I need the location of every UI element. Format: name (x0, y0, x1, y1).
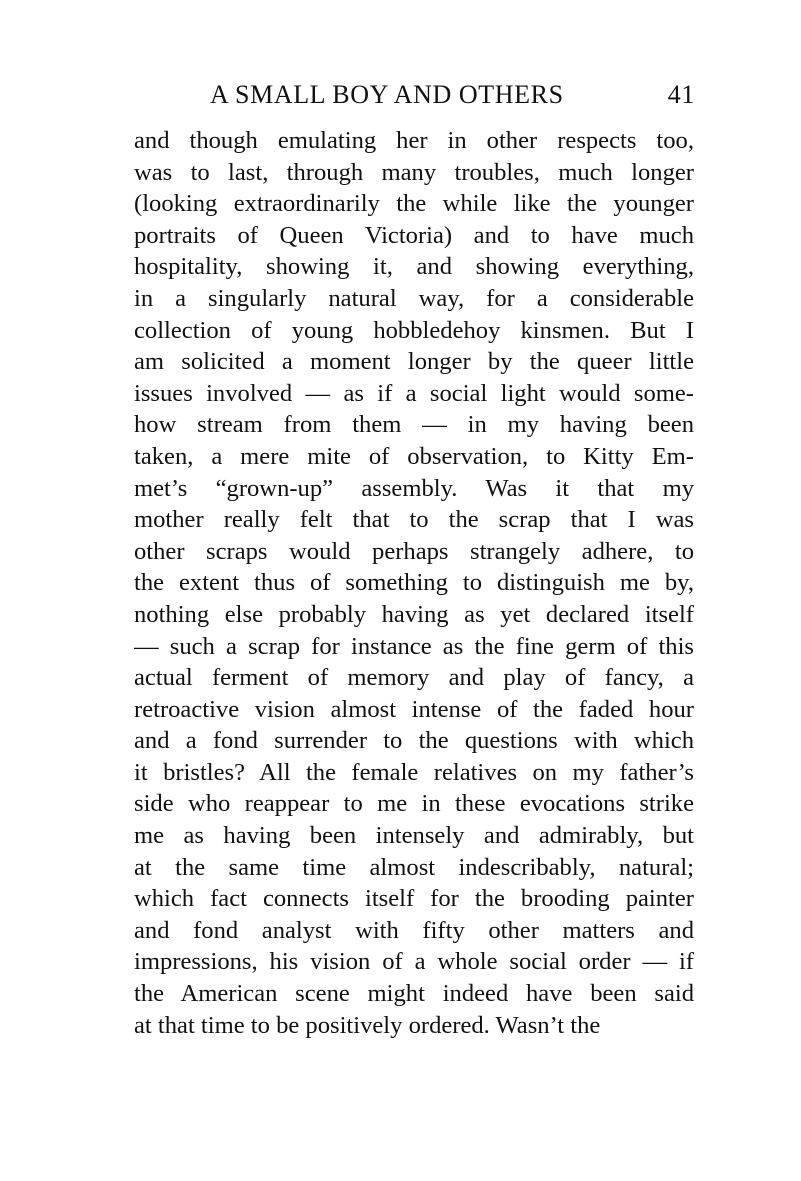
text-line: the American scene might indeed have been said (134, 980, 694, 1008)
text-line: which fact connects itself for the brooding painter (134, 885, 694, 913)
text-line: met’s “grown-up” assembly. Was it that my (134, 474, 694, 502)
text-line: and a fond surrender to the questions with which (134, 727, 694, 755)
running-head (200, 80, 695, 114)
text-line: — such a scrap for instance as the fine germ of this (134, 632, 694, 660)
text-line: the extent thus of something to distinguish me by, (134, 569, 694, 597)
running-title: A SMALL BOY AND OTHERS (210, 80, 564, 109)
text-line: hospitality, showing it, and showing everything, (134, 253, 694, 281)
text-line: side who reappear to me in these evocations strike (134, 790, 694, 818)
text-line: retroactive vision almost intense of the faded hour (134, 695, 694, 723)
text-line: in a singularly natural way, for a considerable (134, 284, 694, 312)
text-line: and fond analyst with fifty other matters and (134, 916, 694, 944)
text-line: actual ferment of memory and play of fancy, a (134, 664, 694, 692)
body-text (134, 125, 694, 1041)
text-line: how stream from them — in my having been (134, 411, 694, 439)
text-line: me as having been intensely and admirably, but (134, 822, 694, 850)
text-line: taken, a mere mite of observation, to Kitty Em- (134, 442, 694, 470)
text-line: and though emulating her in other respects too, (134, 127, 694, 154)
text-line: mother really felt that to the scrap that I was (134, 506, 694, 534)
text-line: portraits of Queen Victoria) and to have much (134, 221, 694, 249)
text-line: issues involved — as if a social light would some- (134, 379, 694, 407)
text-line: am solicited a moment longer by the queer little (134, 348, 694, 376)
text-line: nothing else probably having as yet declared itself (134, 600, 694, 628)
text-line: impressions, his vision of a whole social order — if (134, 948, 694, 976)
text-line: was to last, through many troubles, much longer (134, 158, 694, 186)
page-number: 41 (667, 80, 695, 109)
text-line: it bristles? All the female relatives on my father’s (134, 758, 694, 786)
text-line: collection of young hobbledehoy kinsmen. But I (134, 316, 694, 344)
text-line: other scraps would perhaps strangely adhere, to (134, 537, 694, 565)
text-line: (looking extraordinarily the while like the younger (134, 190, 694, 218)
text-line: at that time to be positively ordered. Wasn’t the (134, 1011, 601, 1039)
text-line: at the same time almost indescribably, natural; (134, 853, 694, 881)
